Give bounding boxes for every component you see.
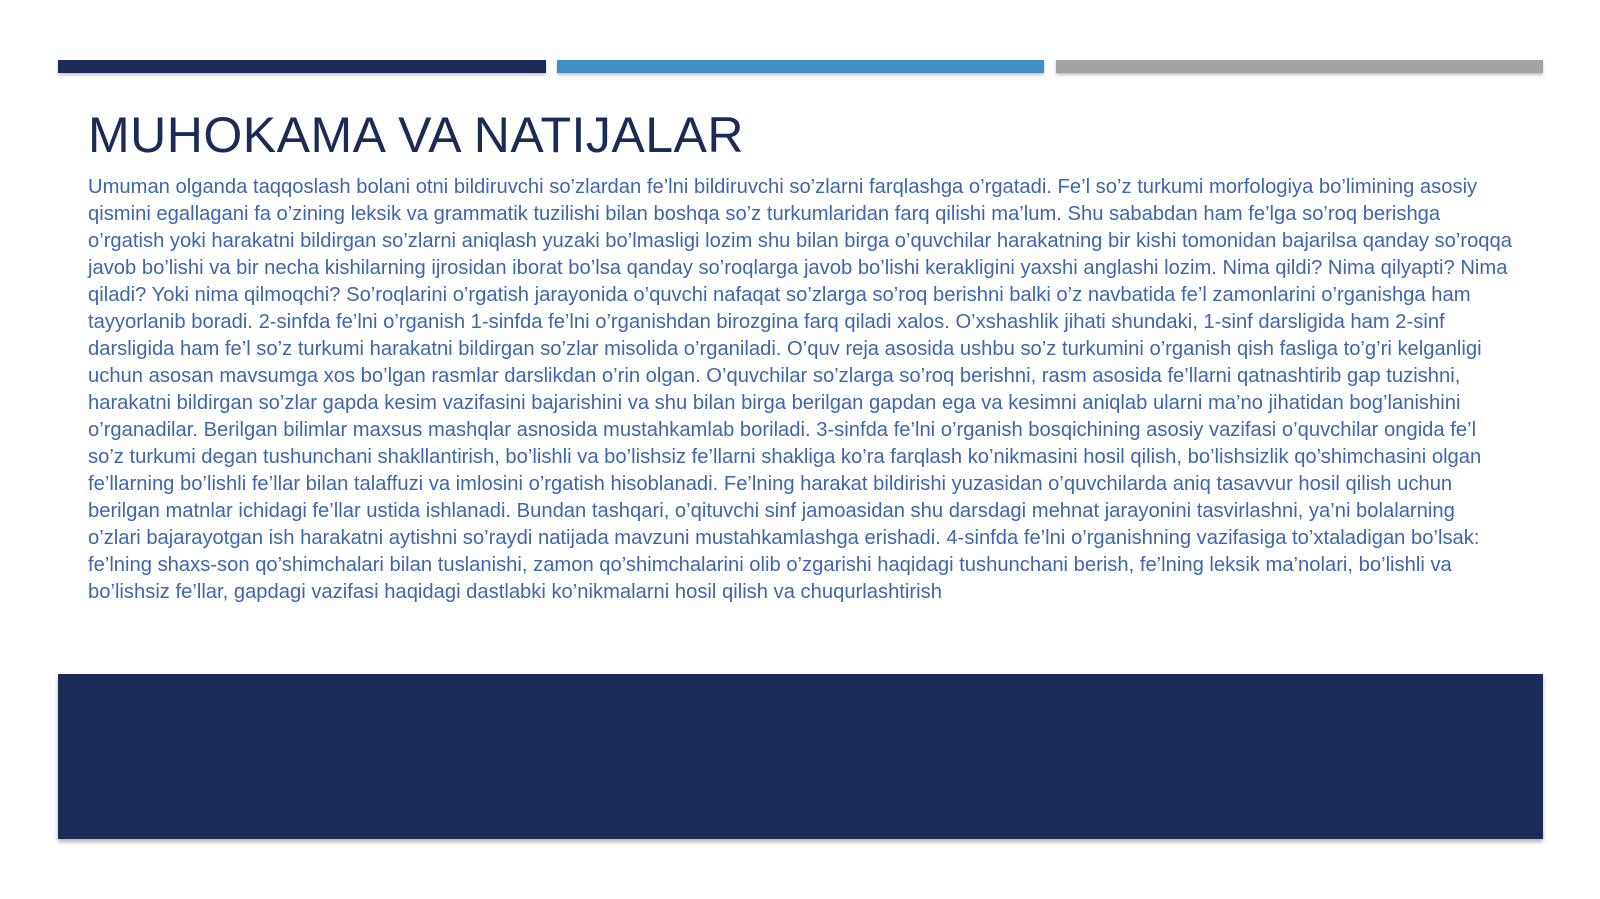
accent-bar-gray [1056, 60, 1543, 73]
footer-banner [58, 674, 1543, 839]
accent-bar-blue [557, 60, 1044, 73]
slide-body-text: Umuman olganda taqqoslash bolani otni bildiruvchi so’zlardan fe’lni bildiruvchi so’zlarni farqlashga o’rgatadi. Fe’l so’z turkumi morfologiya bo’limining asosiy qismini egallagani fa o’zining leksik va grammatik tuzilishi bilan boshqa so’z turkumlaridan farq qilishi ma’lum. Shu sababdan ham fe’lga so’roq berishga o’rgatish yoki harakatni bildirgan so’zlarni aniqlash yuzaki bo’lmasligi lozim shu bilan birga o’quvchilar harakatning bir kishi tomonidan bajarilsa qanday so’roqqa javob bo’lishi va bir necha kishilarning ijrosidan iborat bo’lsa qanday so’roqlarga javob bo’lishi kerakligini yaxshi anglashi lozim. Nima qildi? Nima qilyapti? Nima qiladi? Yoki nima qilmoqchi? So’roqlarini o’rgatish jarayonida o’quvchi nafaqat so’zlarga so’roq berishni balki o’z navbatida fe’l zamonlarini o’rganishga ham tayyorlanib boradi. 2-sinfda fe’lni o’rganish 1-sinfda fe’lni o’rganishdan birozgina farq qiladi xalos. O’xshashlik jihati shundaki, 1-sinf darsligida ham 2-sinf darsligida ham fe’l so’z turkumi harakatni bildirgan so’zlar misolida o’rganiladi. O’quv reja asosida ushbu so’z turkumini o’rganish qish fasliga to’g’ri kelganligi uchun asosan mavsumga xos bo’lgan rasmlar darslikdan o’rin olgan. O’quvchilar so’zlarga so’roq berishni, rasm asosida fe’llarni qatnashtirib gap tuzishni, harakatni bildirgan so’zlar gapda kesim vazifasini bajarishini va shu bilan birga berilgan gapdan ega va kesimni aniqlab ularni ma’no jihatidan bog’lanishini o’rganadilar. Berilgan bilimlar maxsus mashqlar asnosida mustahkamlab boriladi. 3-sinfda fe’lni o’rganish bosqichining asosiy vazifasi o’quvchilar ongida fe’l so’z turkumi degan tushunchani shakllantirish, bo’lishli va bo’lishsiz fe’llarni shakliga ko’ra farqlash ko’nikmasini hosil qilish, bo’lishsizlik qo’shimchasini olgan fe’llarning bo’lishli fe’llar bilan talaffuzi va imlosini o’rgatish hisoblanadi. Fe’lning harakat bildirishi yuzasidan o’quvchilarda aniq tasavvur hosil qilish uchun berilgan matnlar ichidagi fe’llar ustida ishlanadi. Bundan tashqari, o’qituvchi sinf jamoasidan shu darsdagi mehnat jarayonini tasvirlashni, ya’ni bolalarning o’zlari bajarayotgan ish harakatni aytishni so’raydi natijada mavzuni mustahkamlashga erishadi. 4-sinfda fe’lni o’rganishning vazifasiga to’xtaladigan bo’lsak: fe’lning shaxs-son qo’shimchalari bilan tuslanishi, zamon qo’shimchalarini olib o’zgarishi haqidagi tushunchani berish, fe’lning leksik ma’nolari, bo’lishli va bo’lishsiz fe’llar, gapdagi vazifasi haqidagi dastlabki ko’nikmalarni hosil qilish va chuqurlashtirish [88, 176, 1512, 603]
slide-title: MUHOKAMA VA NATIJALAR [88, 107, 745, 163]
accent-bar-navy [58, 60, 546, 73]
